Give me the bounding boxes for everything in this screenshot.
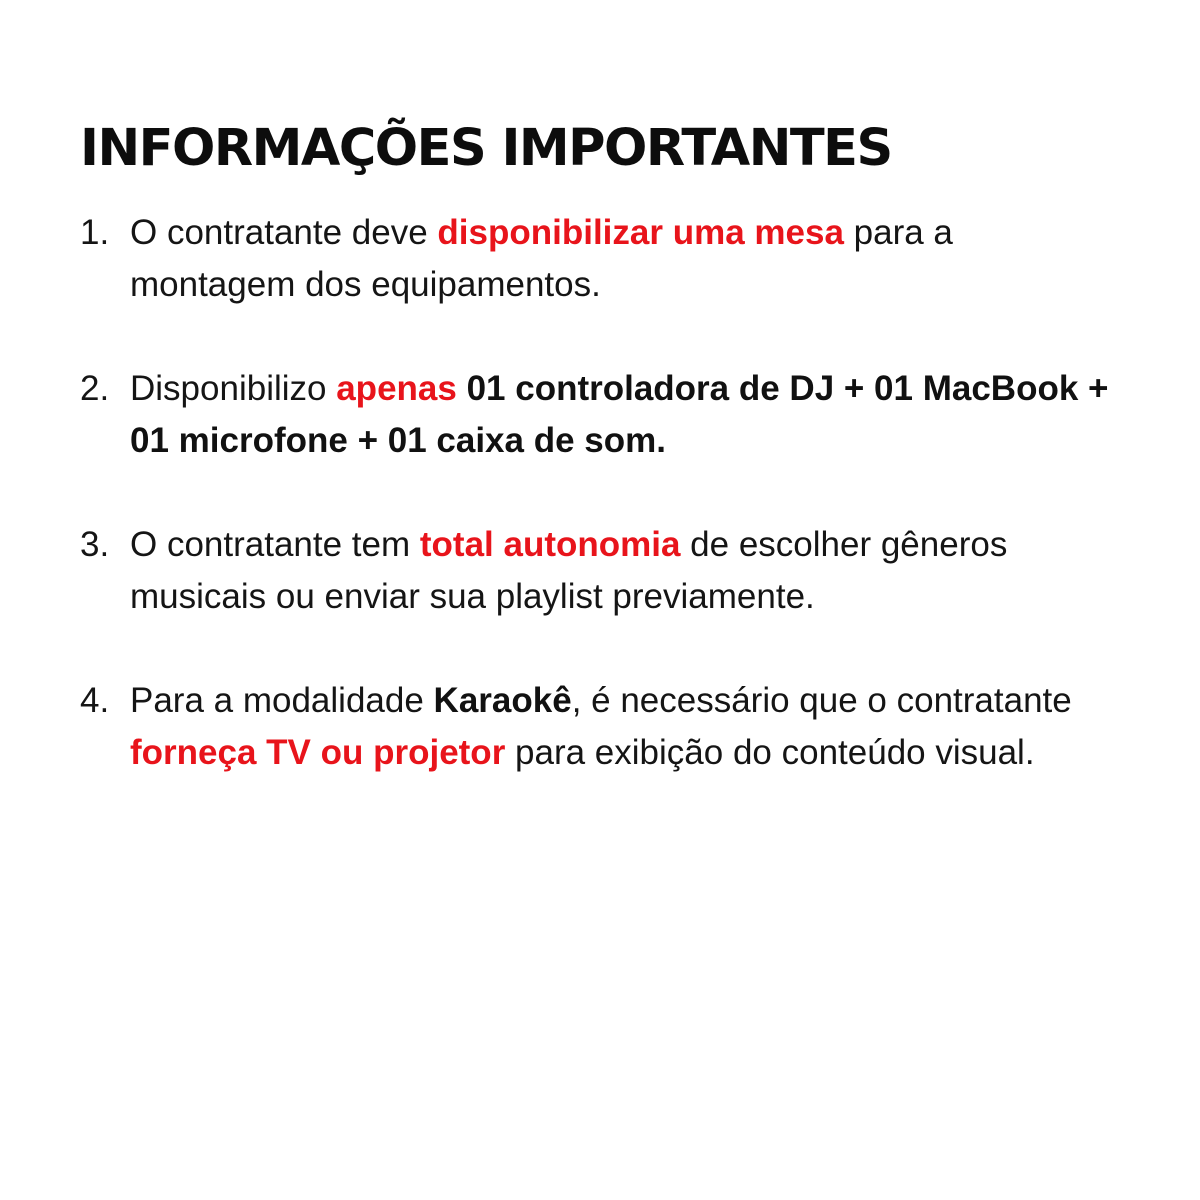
- item-text: [130, 519, 1120, 623]
- item-number: 3.: [80, 525, 110, 564]
- item-text: [130, 675, 1120, 779]
- highlighted-text: forneça TV ou projetor: [130, 733, 506, 772]
- body-text: O contratante deve: [130, 213, 438, 252]
- body-text: O contratante tem: [130, 525, 420, 564]
- info-list: [80, 207, 1120, 831]
- bold-text: Karaokê: [433, 681, 572, 720]
- body-text: , é necessário que o contratante: [571, 681, 1072, 720]
- item-number: 2.: [80, 369, 110, 408]
- body-text: Disponibilizo: [130, 369, 337, 408]
- highlighted-text: total autonomia: [419, 525, 681, 564]
- item-number: 1.: [80, 213, 110, 252]
- body-text: para exibição do conteúdo visual.: [505, 733, 1035, 772]
- item-text: [130, 207, 1120, 311]
- list-item: [80, 675, 1120, 779]
- page-title: INFORMAÇÕES IMPORTANTES: [80, 119, 892, 178]
- list-item: [80, 363, 1120, 467]
- highlighted-text: apenas: [336, 369, 457, 408]
- body-text: para a montagem dos equipamentos.: [130, 213, 953, 304]
- body-text: de escolher gêneros musicais ou enviar sua playlist previamente.: [130, 525, 1008, 616]
- highlighted-text: disponibilizar uma mesa: [437, 213, 844, 252]
- item-number: 4.: [80, 681, 110, 720]
- bold-text: 01 controladora de DJ + 01 MacBook + 01 microfone + 01 caixa de som.: [130, 369, 1109, 460]
- item-text: [130, 363, 1120, 467]
- list-item: [80, 207, 1120, 311]
- body-text: Para a modalidade: [130, 681, 434, 720]
- list-item: [80, 519, 1120, 623]
